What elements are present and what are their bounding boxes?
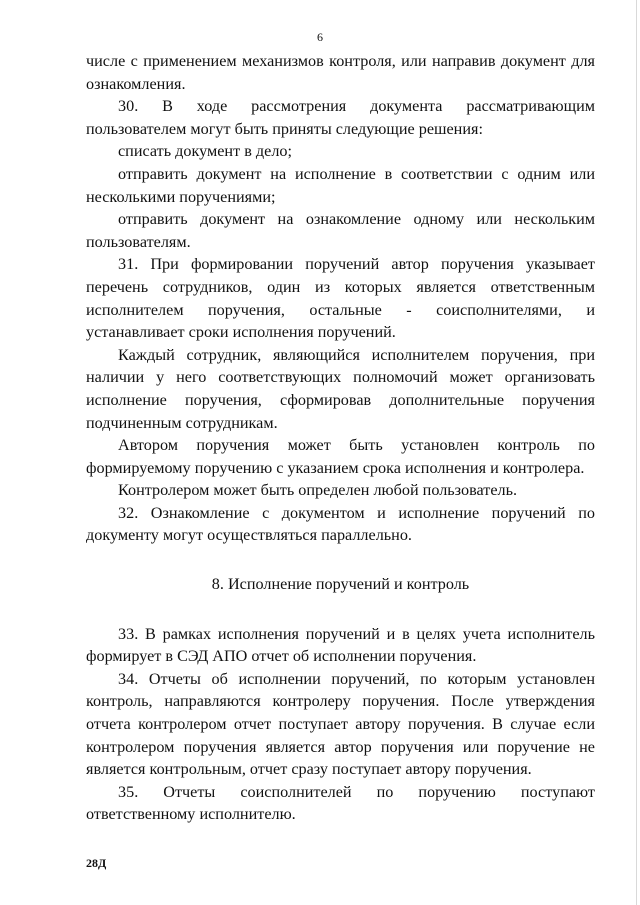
paragraph-continuation: числе с применением механизмов контроля, или направив документ для ознакомления. (86, 52, 595, 93)
paragraph-author-control: Автором поручения может быть установлен контроль по формируемому поручению с указанием срока исполнения и контролера. (86, 436, 595, 477)
paragraph-employee-organize: Каждый сотрудник, являющийся исполнителем поручения, при наличии у него соответствующих полномочий может организовать исполнение поручения, сформировав дополнительные поручения подчиненным сотрудникам. (86, 345, 595, 432)
paragraph-option-execution: отправить документ на исполнение в соответствии с одним или несколькими поручениями; (86, 164, 595, 206)
footer-code: 28Д (86, 856, 107, 870)
page-edge-line (636, 0, 637, 905)
document-body (86, 50, 595, 826)
paragraph-option-review: отправить документ на ознакомление одному или нескольким пользователям. (86, 210, 595, 251)
paragraph-item-32: 32. Ознакомление с документом и исполнение поручений по документу могут осуществляться параллельно. (86, 503, 595, 545)
paragraph-item-33: 33. В рамках исполнения поручений и в целях учета исполнитель формирует в СЭД АПО отчет об исполнении поручения. (86, 624, 595, 666)
paragraph-item-30: 30. В ходе рассмотрения документа рассматривающим пользователем могут быть приняты следующие решения: (86, 97, 595, 138)
paragraph-item-31: 31. При формировании поручений автор поручения указывает перечень сотрудников, один из которых является ответственным исполнителем поручения, остальные - соисполнителями, и устанавливает сроки исполнения поручений. (86, 255, 595, 342)
paragraph-option-archive: списать документ в дело; (118, 142, 292, 161)
page-number: 6 (317, 30, 323, 44)
paragraph-item-35: 35. Отчеты соисполнителей по поручению поступают ответственному исполнителю. (86, 782, 595, 824)
section-heading: 8. Исполнение поручений и контроль (211, 575, 470, 594)
paragraph-controller-any-user: Контролером может быть определен любой пользователь. (118, 481, 518, 500)
paragraph-item-34: 34. Отчеты об исполнении поручений, по которым установлен контроль, направляются контролеру поручения. После утверждения отчета контролером отчет поступает автору поручения. В случае если контролером поручения является автор поручения или поручение не является контрольным, отчет сразу поступает автору поручения. (86, 669, 595, 779)
